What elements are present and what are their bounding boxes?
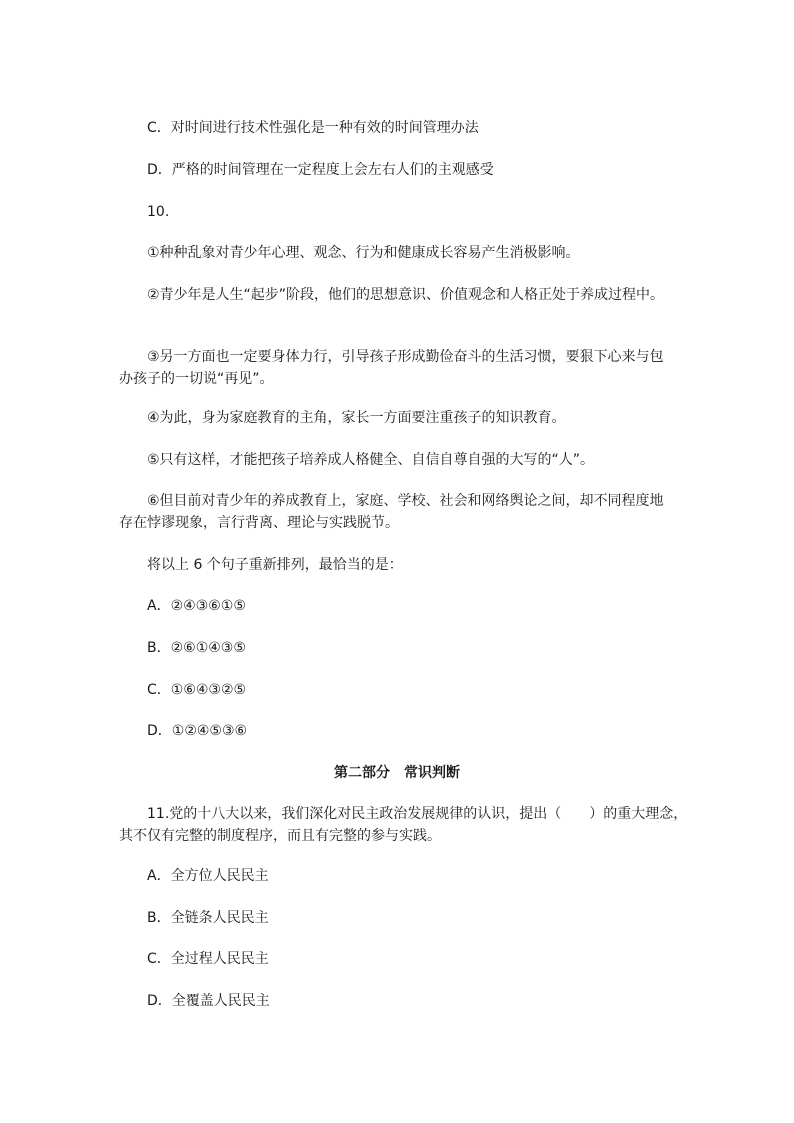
q11-option-a: A．全方位人民民主 bbox=[147, 868, 269, 884]
q9-option-d: D．严格的时间管理在一定程度上会左右人们的主观感受 bbox=[147, 162, 494, 178]
q11-option-d: D．全覆盖人民民主 bbox=[147, 993, 270, 1009]
q9-option-c: C．对时间进行技术性强化是一种有效的时间管理办法 bbox=[147, 120, 479, 136]
q10-option-d: D．①②④⑤③⑥ bbox=[147, 723, 248, 739]
q10-prompt: 将以上 6 个句子重新排列，最恰当的是： bbox=[147, 557, 403, 573]
q10-sentence-4: ④为此，身为家庭教育的主角，家长一方面要注重孩子的知识教育。 bbox=[147, 410, 566, 426]
q11-stem-line2: 其不仅有完整的制度程序，而且有完整的参与实践。 bbox=[119, 828, 441, 844]
q10-option-b: B．②⑥①④③⑤ bbox=[147, 640, 246, 656]
q11-option-c: C．全过程人民民主 bbox=[147, 951, 269, 967]
q10-sentence-3-line1: ③另一方面也一定要身体力行，引导孩子形成勤俭奋斗的生活习惯，要狠下心来与包 bbox=[147, 349, 664, 365]
q10-sentence-6-line2: 存在悖谬现象，言行背离、理论与实践脱节。 bbox=[119, 515, 399, 531]
q10-sentence-5: ⑤只有这样，才能把孩子培养成人格健全、自信自尊自强的大写的“人”。 bbox=[147, 452, 595, 468]
q11-option-b: B．全链条人民民主 bbox=[147, 910, 269, 926]
q11-stem-line1: 11.党的十八大以来，我们深化对民主政治发展规律的认识，提出（ ）的重大理念， bbox=[147, 806, 688, 822]
q10-sentence-3-line2: 办孩子的一切说“再见”。 bbox=[119, 371, 274, 387]
q10-number: 10. bbox=[147, 204, 170, 220]
q10-sentence-2: ②青少年是人生“起步”阶段，他们的思想意识、价值观念和人格正处于养成过程中。 bbox=[147, 287, 665, 303]
section-title: 第二部分 常识判断 bbox=[334, 765, 460, 781]
q10-option-a: A．②④③⑥①⑤ bbox=[147, 598, 246, 614]
q10-sentence-6-line1: ⑥但目前对青少年的养成教育上，家庭、学校、社会和网络舆论之间，却不同程度地 bbox=[147, 493, 664, 509]
q10-sentence-1: ①种种乱象对青少年心理、观念、行为和健康成长容易产生消极影响。 bbox=[147, 245, 580, 261]
q10-option-c: C．①⑥④③②⑤ bbox=[147, 682, 247, 698]
